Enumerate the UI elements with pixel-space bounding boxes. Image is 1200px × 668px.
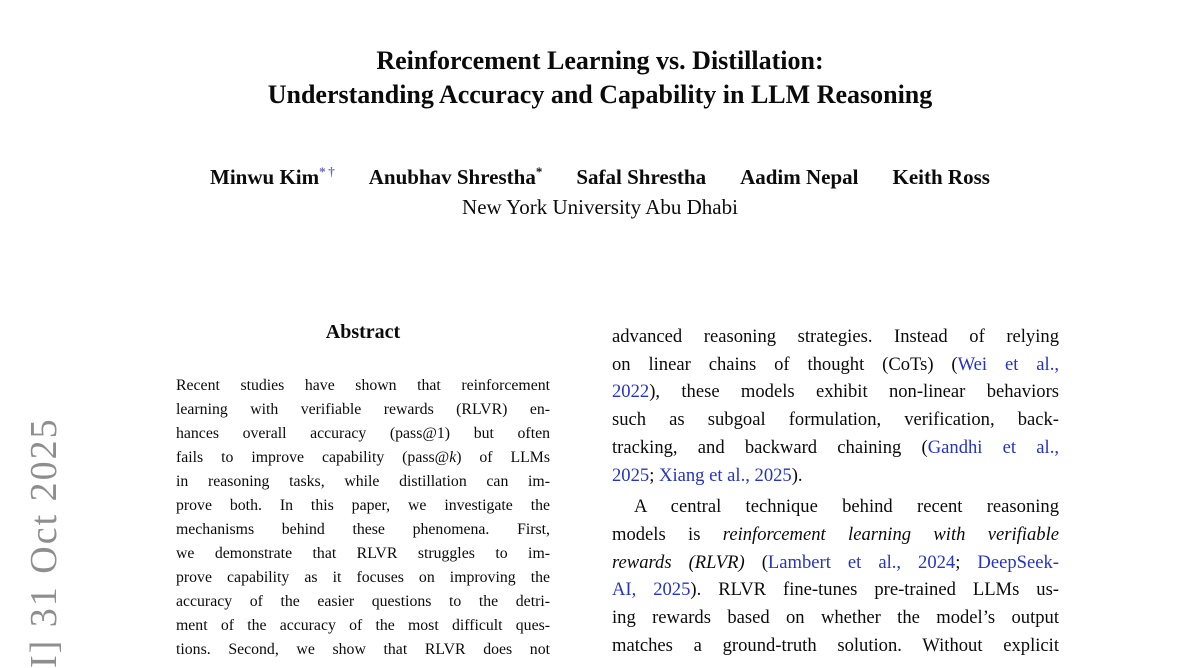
text-line [612,521,1059,549]
text-segment: such as subgoal formulation, verification, back- [612,409,1059,431]
text-segment: on linear chains of thought (CoTs) ( [612,353,958,375]
text-line [612,462,1059,490]
text-segment: ment of the accuracy of the most difficult ques- [176,617,550,634]
text-line [612,549,1059,577]
footnote-marker: * [319,164,326,179]
text-segment: ). [791,464,803,486]
text-segment: mechanisms behind these phenomena. First, [176,521,550,538]
text-segment: learning with verifiable rewards (RLVR) en- [176,401,550,418]
text-line [612,604,1059,632]
text-segment: Recent studies have shown that reinforcement [176,377,550,394]
text-segment: advanced reasoning strategies. Instead of relying [612,326,1059,347]
text-line [612,378,1059,406]
author-name: Anubhav Shrestha* [368,164,543,189]
footnote-marker: † [325,164,335,179]
text-line [176,614,550,638]
text-segment: matches a ground-truth solution. Without explicit [612,634,1059,656]
text-segment: fails to improve capability (pass@ [176,449,450,466]
citation-link[interactable]: 2022 [612,381,650,403]
author-name: Safal Shrestha [576,165,707,189]
text-segment: accuracy of the easier questions to the detri- [176,593,550,610]
abstract-body [176,374,550,662]
text-line [176,374,550,398]
text-segment: we demonstrate that RLVR struggles to im- [176,545,550,562]
intro-paragraph [612,323,1059,489]
intro-paragraph [612,493,1059,659]
text-segment: tracking, and backward chaining ( [612,436,928,458]
author-name: Keith Ross [892,165,990,189]
text-line [612,493,1059,521]
text-segment: ), these models exhibit non-linear behaviors [649,381,1059,403]
author-name: Aadim Nepal [740,165,859,189]
citation-link[interactable]: DeepSeek- [977,551,1059,573]
text-line [176,590,550,614]
text-line [176,494,550,518]
intro-column [612,323,1059,659]
citation-link[interactable]: Gandhi et al., [927,436,1059,458]
text-line [612,351,1059,379]
text-segment: ( [744,551,768,573]
text-line [176,470,550,494]
text-line [612,576,1059,604]
text-segment: in reasoning tasks, while distillation can im- [176,473,550,490]
text-line [612,323,1059,351]
citation-link[interactable]: Wei et al., [957,353,1059,375]
text-line [612,434,1059,462]
text-segment: ) of LLMs [456,449,550,466]
text-line [612,406,1059,434]
citation-link[interactable]: 2025 [612,464,650,486]
arxiv-watermark: I] 31 Oct 2025 [23,417,65,668]
text-segment: ). RLVR fine-tunes pre-trained LLMs us- [690,579,1059,601]
text-segment: models is [612,523,723,545]
text-line [176,398,550,422]
paper-title-line2: Understanding Accuracy and Capability in LLM Reasoning [267,80,933,109]
text-line [176,446,550,470]
abstract-column [176,319,550,662]
text-segment: ing rewards based on whether the model’s output [612,607,1059,629]
text-segment: ; [955,551,978,573]
text-segment: tions. Second, we show that RLVR does not [176,641,550,658]
affiliation: New York University Abu Dhabi [462,195,738,219]
text-segment: rewards (RLVR) [612,551,745,573]
text-segment: A central technique behind recent reasoning [634,496,1059,518]
paper-title-line1: Reinforcement Learning vs. Distillation: [376,46,824,75]
text-line [176,422,550,446]
citation-link[interactable]: AI, 2025 [612,579,691,601]
text-line [176,542,550,566]
text-segment: reinforcement learning with verifiable [722,523,1059,545]
citation-link[interactable]: Xiang et al., 2025 [659,464,792,486]
text-line [612,632,1059,660]
footnote-marker: * [535,164,543,179]
text-segment: hances overall accuracy (pass@1) but often [176,425,550,442]
citation-link[interactable]: Lambert et al., 2024 [767,551,956,573]
text-segment: ; [649,464,660,486]
abstract-heading: Abstract [325,321,401,343]
paper-title [0,44,1200,112]
text-segment: prove capability as it focuses on improving the [176,569,550,586]
text-segment: k [449,449,457,466]
text-line [176,638,550,662]
author-list [0,165,1200,190]
text-line [176,518,550,542]
text-line [176,566,550,590]
text-segment: prove both. In this paper, we investigate the [176,497,550,514]
author-name: Minwu Kim* † [210,164,335,189]
